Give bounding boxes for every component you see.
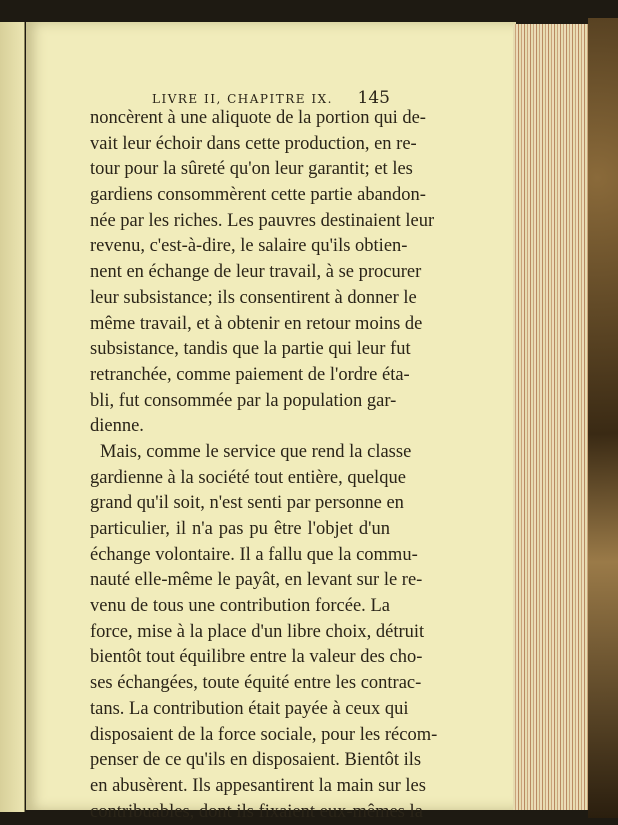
text-line: noncèrent à une aliquote de la portion qui de- — [90, 108, 426, 128]
text-line: tour pour la sûreté qu'on leur garantit; et les — [90, 159, 413, 180]
text-line: Mais, comme le service que rend la classe — [100, 441, 412, 462]
text-line: bientôt tout équilibre entre la valeur des cho- — [90, 647, 423, 668]
text-line: venu de tous une contribution forcée. La — [90, 596, 390, 617]
text-line: en abusèrent. Ils appesantirent la main sur les — [90, 775, 426, 796]
page-edges — [513, 24, 589, 810]
text-line: disposaient de la force sociale, pour les récom- — [90, 724, 438, 745]
text-line: nauté elle-même le payât, en levant sur le re- — [90, 570, 423, 591]
text-line: tans. La contribution était payée à ceux qui — [90, 698, 409, 719]
running-title: LIVRE II, CHAPITRE IX. — [152, 92, 333, 106]
text-line: retranchée, comme paiement de l'ordre éta- — [90, 364, 410, 385]
text-line: gardienne à la société tout entière, quelque — [90, 467, 406, 488]
marbled-cover — [588, 18, 618, 818]
text-line: même travail, et à obtenir en retour moins de — [90, 313, 423, 334]
text-line: vait leur échoir dans cette production, en re- — [90, 133, 417, 154]
text-line: penser de ce qu'ils en disposaient. Bientôt ils — [90, 750, 422, 771]
text-line: revenu, c'est-à-dire, le salaire qu'ils obtien- — [90, 236, 408, 257]
text-line: grand qu'il soit, n'est senti par personne en — [90, 493, 404, 514]
page-number: 145 — [357, 88, 390, 108]
text-line: particulier, il n'a pas pu être l'objet d'un — [90, 519, 390, 539]
text-line: force, mise à la place d'un libre choix, détruit — [90, 621, 425, 642]
body-text — [90, 106, 438, 825]
text-line: née par les riches. Les pauvres destinaient leur — [90, 210, 435, 231]
text-line: dienne. — [90, 416, 144, 437]
running-header — [152, 88, 390, 108]
text-line: nent en échange de leur travail, à se procurer — [90, 262, 422, 283]
text-line: ses échangées, toute équité entre les contrac- — [90, 673, 422, 694]
text-line: contribuables, dont ils fixaient eux-mêmes la — [90, 801, 423, 822]
facing-page-edge — [0, 22, 25, 812]
text-line: bli, fut consommée par la population gar- — [90, 390, 397, 411]
text-line: échange volontaire. Il a fallu que la commu- — [90, 544, 418, 565]
text-line: gardiens consommèrent cette partie abandon- — [90, 185, 426, 206]
text-line: subsistance, tandis que la partie qui leur fut — [90, 339, 411, 360]
text-line: leur subsistance; ils consentirent à donner le — [90, 287, 417, 308]
